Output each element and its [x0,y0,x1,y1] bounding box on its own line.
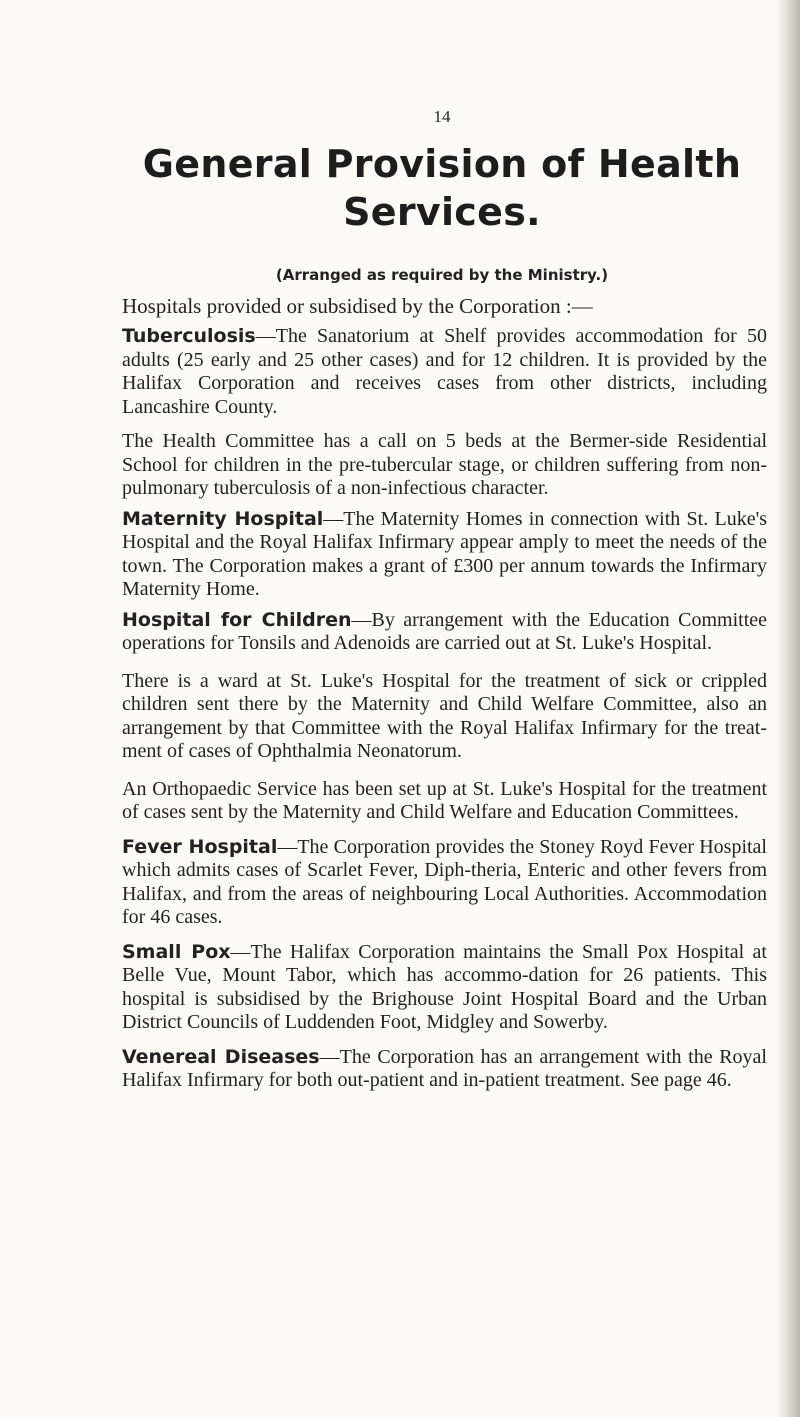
sections-body [122,325,767,1093]
text-maternity: —The Maternity Homes in connection with St. Luke's Hospital and the Royal Halifax Infirmary appear amply to meet the needs of the town. The Corporation makes a grant of £300 per annum towards the Infirmary Maternity Home. [122,507,767,600]
heading-maternity: Maternity Hospital [122,507,324,530]
heading-venereal: Venereal Diseases [122,1045,320,1068]
paragraph-tuberculosis-bermerside: The Health Committee has a call on 5 beds at the Bermer-side Residential School for children in the pre-tubercular stage, or children suffering from non-pulmonary tuberculosis of a non-infectious character. [122,430,767,499]
intro-text: Hospitals provided or subsidised by the Corporation :— [122,294,593,318]
heading-tuberculosis: Tuberculosis [122,325,256,347]
text-smallpox: —The Halifax Corporation maintains the Small Pox Hospital at Belle Vue, Mount Tabor, which has accommo-dation for 26 patients. This hospital is subsidised by the Brighouse Joint Hospital Board and the Urban District Councils of Luddenden Foot, Midgley and Sowerby. [122,940,767,1033]
text-children: —By arrangement with the Education Committee operations for Tonsils and Adenoids are carried out at St. Luke's Hospital. [122,608,767,654]
paragraph-children-ward: There is a ward at St. Luke's Hospital for the treatment of sick or crippled children sent there by the Maternity and Child Welfare Committee, also an arrangement by that Committee with the Royal Halifax Infirmary for the treat-ment of cases of Ophthalmia Neonatorum. [122,669,767,762]
page-title-line-1: General Provision of Health [142,142,742,186]
section-maternity [122,508,767,602]
page-title-line-2: Services. [343,190,541,234]
heading-fever: Fever Hospital [122,835,278,858]
section-fever [122,836,767,930]
section-venereal [122,1046,767,1093]
section-children [122,609,767,656]
page-edge-shadow [776,0,800,1417]
text-venereal: —The Corporation has an arrangement with the Royal Halifax Infirmary for both out-patient and in-patient treatment. See page 46. [122,1045,767,1091]
heading-children: Hospital for Children [122,608,352,631]
text-fever: —The Corporation provides the Stoney Royd Fever Hospital which admits cases of Scarlet Fever, Diph-theria, Enteric and other fevers from Halifax, and from the areas of neighbouring Local Authorities. Accommodation for 46 cases. [122,835,767,928]
paragraph-children-orthopaedic: An Orthopaedic Service has been set up at St. Luke's Hospital for the treatment of cases sent by the Maternity and Child Welfare and Education Committees. [122,777,767,823]
page-title [122,140,762,236]
section-smallpox [122,941,767,1035]
section-tuberculosis [122,325,767,419]
page-number: 14 [433,107,451,126]
page-subtitle: (Arranged as required by the Ministry.) [275,266,609,284]
heading-smallpox: Small Pox [122,940,231,963]
text-tuberculosis: —The Sanatorium at Shelf provides accommodation for 50 adults (25 early and 25 other cases) and for 12 children. It is provided by the Halifax Corporation and receives cases from other districts, including Lancashire County. [122,325,767,418]
